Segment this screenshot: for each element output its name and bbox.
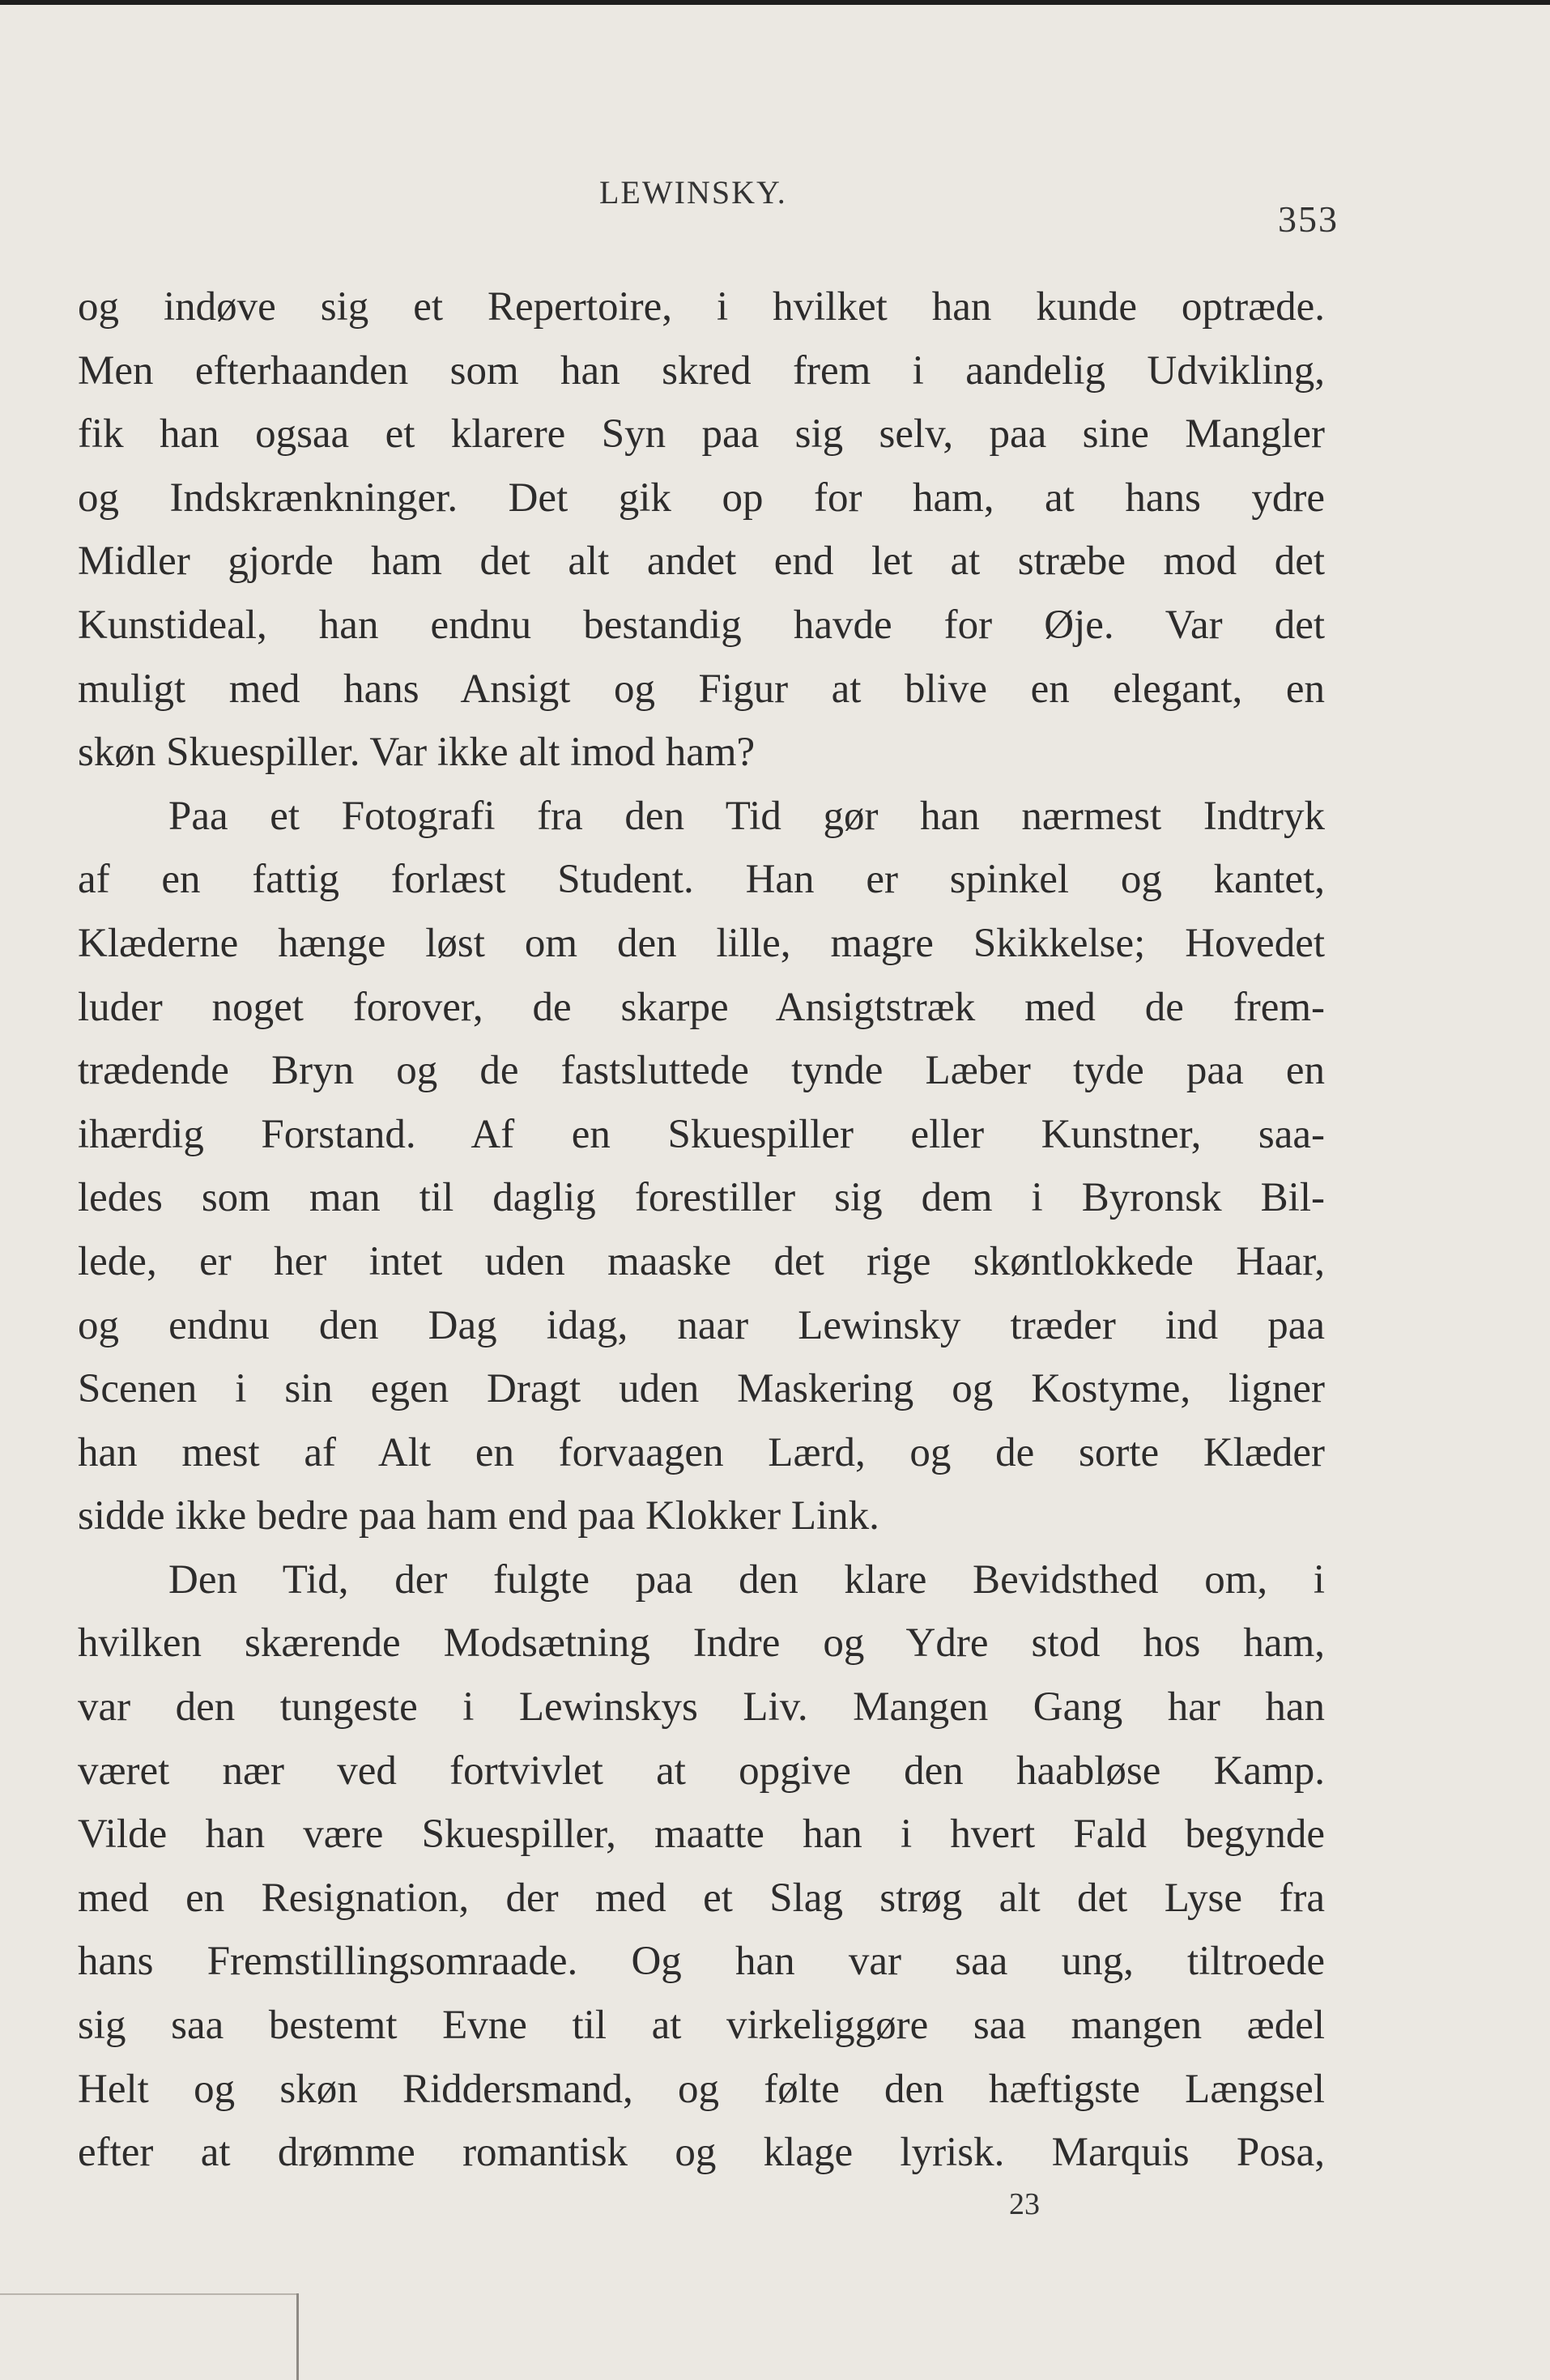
text-line: trædende Bryn og de fastsluttede tynde Læber tyde paa en	[78, 1048, 1325, 1094]
text-line: efter at drømme romantisk og klage lyrisk. Marquis Posa,	[78, 2130, 1325, 2176]
text-line: Scenen i sin egen Dragt uden Maskering og Kostyme, ligner	[78, 1366, 1325, 1412]
page-number: 353	[1278, 198, 1339, 240]
text-line: af en fattig forlæst Student. Han er spinkel og kantet,	[78, 857, 1325, 903]
text-line: luder noget forover, de skarpe Ansigtstræk med de frem-	[78, 984, 1325, 1030]
text-line: sidde ikke bedre paa ham end paa Klokker Link.	[78, 1493, 879, 1539]
scan-bottom-tick	[296, 2293, 299, 2380]
text-line: lede, er her intet uden maaske det rige skøntlokkede Haar,	[78, 1238, 1325, 1284]
text-line: og Indskrænkninger. Det gik op for ham, at hans ydre	[78, 475, 1325, 521]
text-line: sig saa bestemt Evne til at virkeliggøre saa mangen ædel	[78, 2003, 1325, 2049]
text-line: Vilde han være Skuespiller, maatte han i hvert Fald begynde	[78, 1812, 1325, 1858]
text-line: hvilken skærende Modsætning Indre og Ydre stod hos ham,	[78, 1620, 1325, 1667]
text-line: fik han ogsaa et klarere Syn paa sig selv, paa sine Mangler	[78, 411, 1325, 458]
text-line: muligt med hans Ansigt og Figur at blive en elegant, en	[78, 666, 1325, 712]
text-line: skøn Skuespiller. Var ikke alt imod ham?	[78, 730, 756, 776]
text-line: var den tungeste i Lewinskys Liv. Mangen Gang har han	[78, 1684, 1325, 1731]
body-text	[78, 275, 1325, 2185]
text-line: Midler gjorde ham det alt andet end let at stræbe mod det	[78, 539, 1325, 585]
text-line: ihærdig Forstand. Af en Skuespiller eller Kunstner, saa-	[78, 1111, 1325, 1157]
text-line: med en Resignation, der med et Slag strøg alt det Lyse fra	[78, 1875, 1325, 1921]
text-line: Kunstideal, han endnu bestandig havde for Øje. Var det	[78, 602, 1325, 648]
text-line: han mest af Alt en forvaagen Lærd, og de sorte Klæder	[78, 1429, 1325, 1475]
text-line: Paa et Fotografi fra den Tid gør han nærmest Indtryk	[168, 793, 1325, 839]
text-line: hans Fremstillingsomraade. Og han var saa ung, tiltroede	[78, 1939, 1325, 1985]
text-line: Men efterhaanden som han skred frem i aandelig Udvikling,	[78, 347, 1325, 394]
text-line: Helt og skøn Riddersmand, og følte den hæftigste Længsel	[78, 2066, 1325, 2112]
scan-bottom-rule	[0, 2293, 298, 2295]
running-title: LEWINSKY.	[599, 174, 787, 211]
signature-mark: 23	[1009, 2187, 1040, 2221]
scan-top-edge	[0, 0, 1550, 5]
text-line: Den Tid, der fulgte paa den klare Bevidsthed om, i	[168, 1556, 1325, 1603]
text-line: ledes som man til daglig forestiller sig dem i Byronsk Bil-	[78, 1175, 1325, 1221]
text-line: været nær ved fortvivlet at opgive den haabløse Kamp.	[78, 1748, 1325, 1794]
text-line: og indøve sig et Repertoire, i hvilket han kunde optræde.	[78, 284, 1325, 330]
text-line: og endnu den Dag idag, naar Lewinsky træder ind paa	[78, 1302, 1325, 1348]
text-line: Klæderne hænge løst om den lille, magre Skikkelse; Hovedet	[78, 920, 1325, 966]
